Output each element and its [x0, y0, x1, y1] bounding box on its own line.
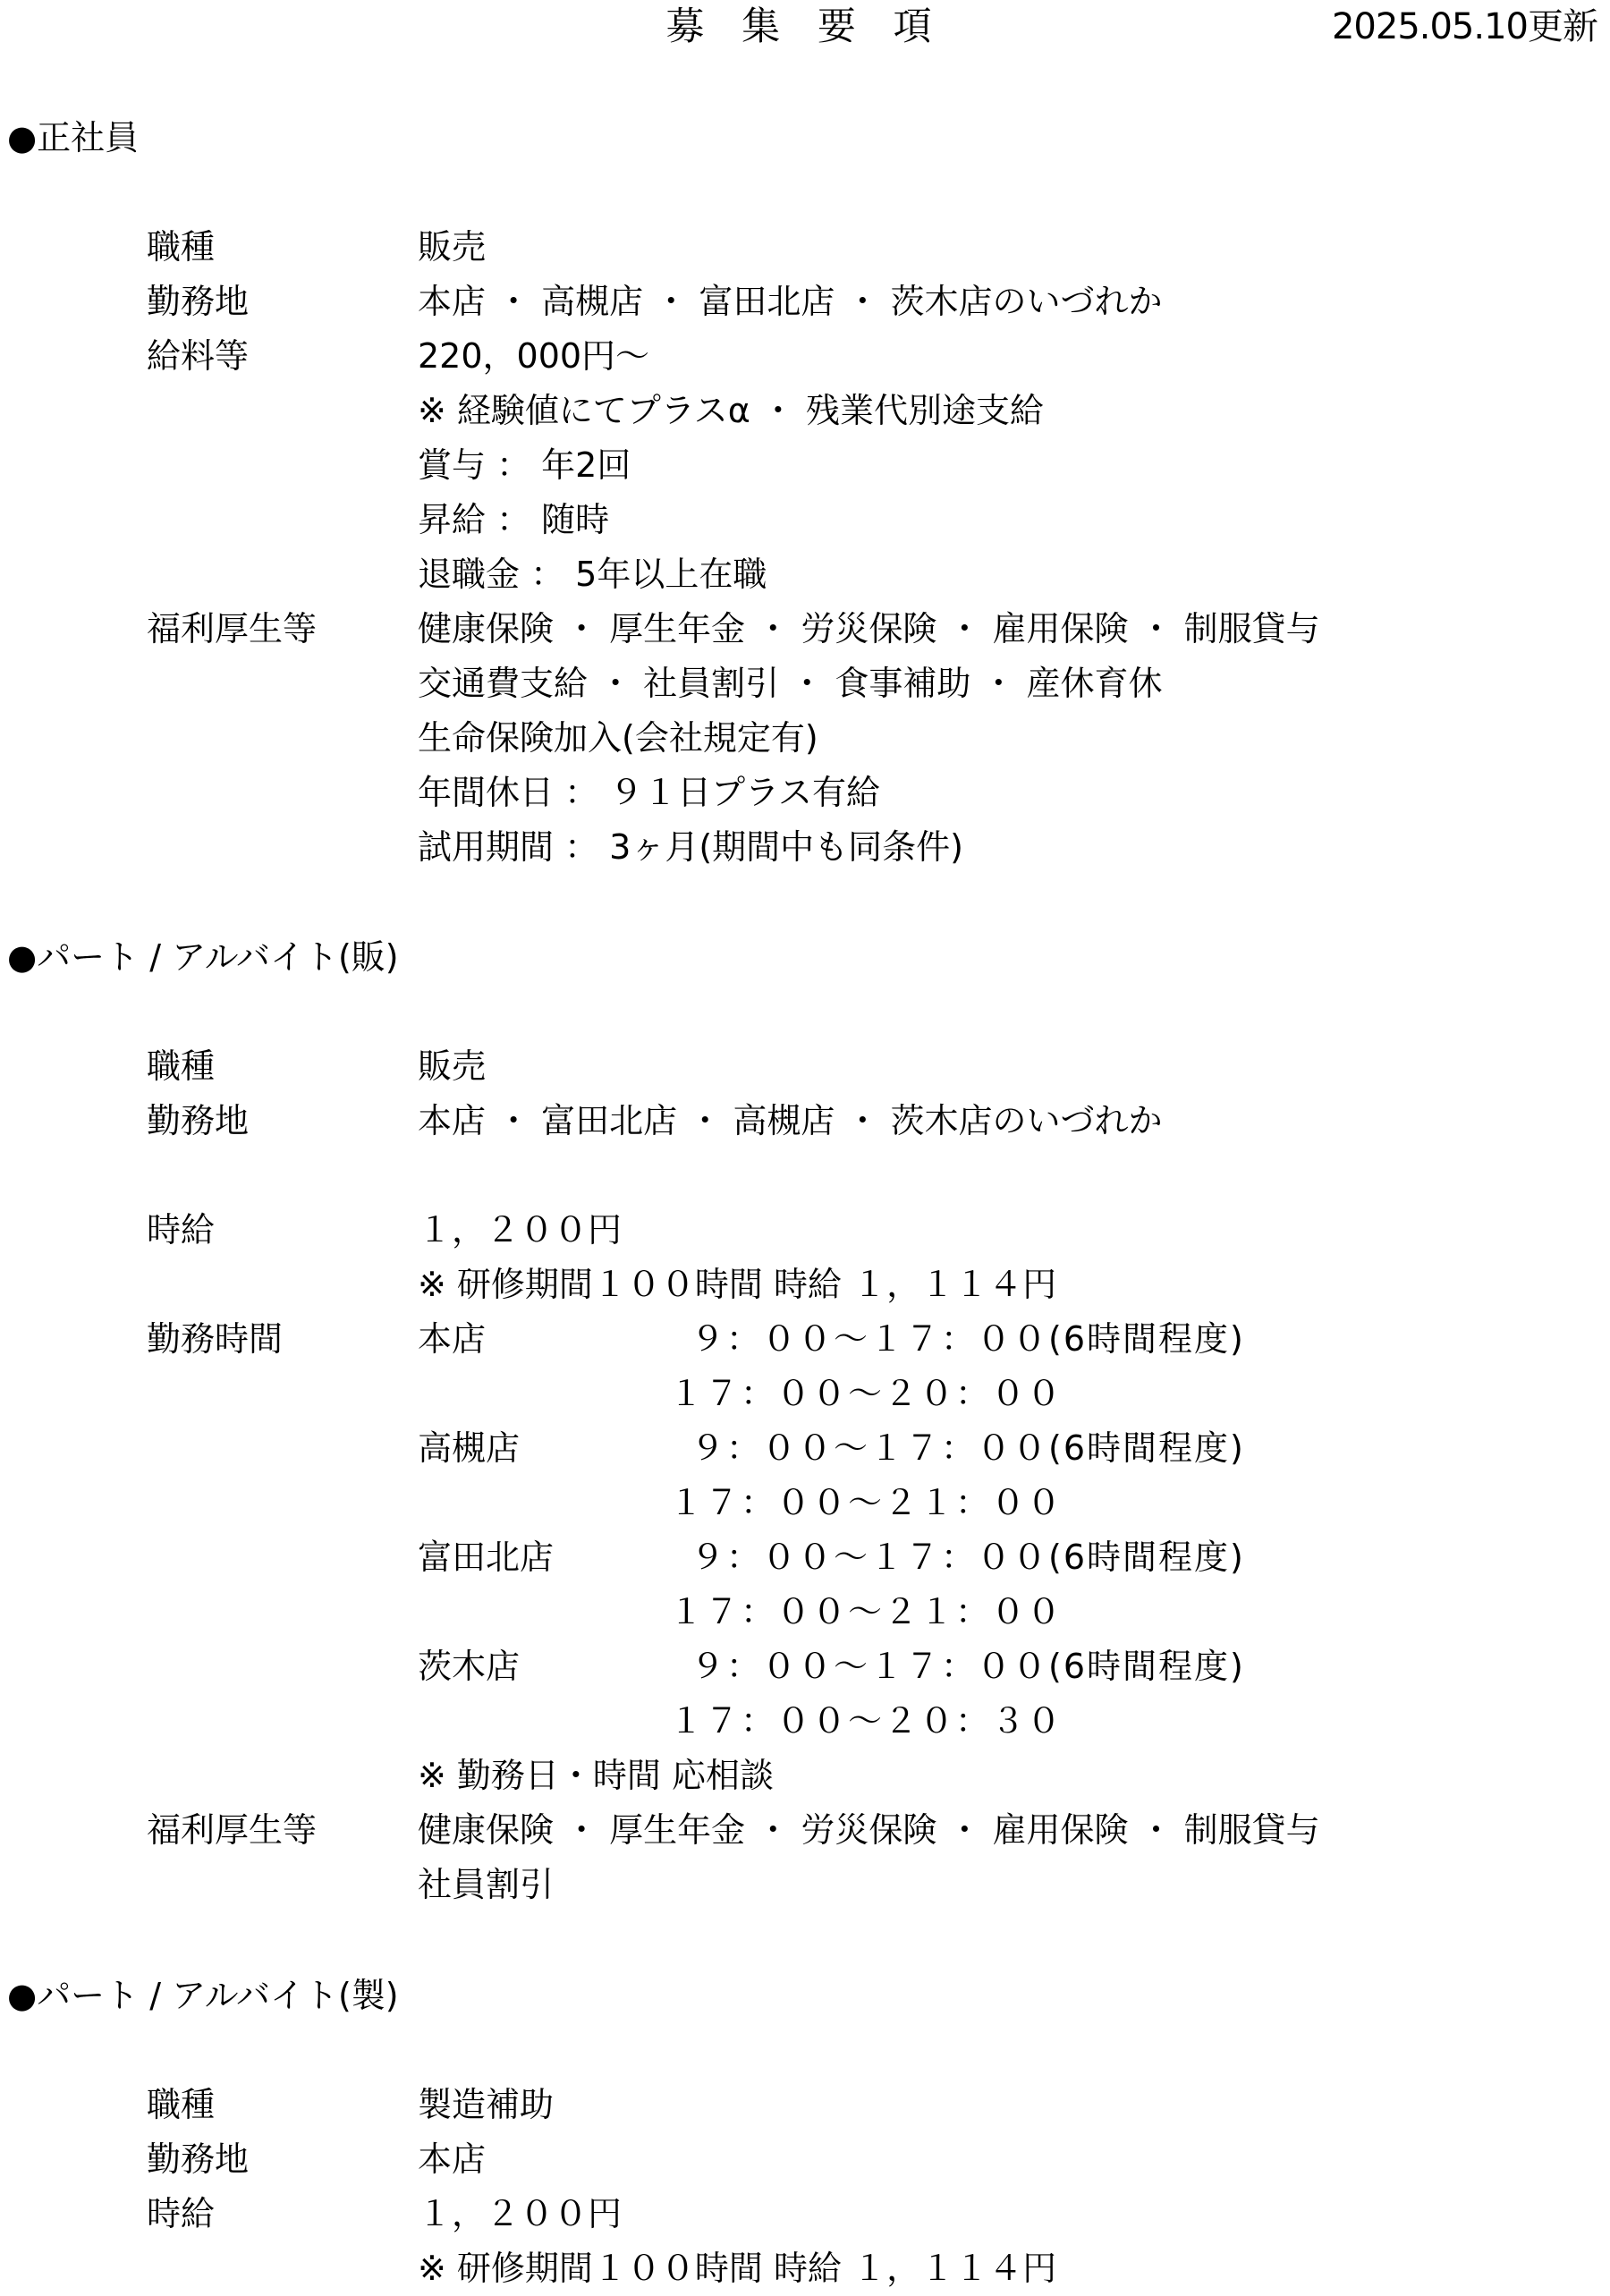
- info-row: [0, 438, 1610, 493]
- row-value: 健康保険 ・ 厚生年金 ・ 労災保険 ・ 雇用保険 ・ 制服貸与: [418, 1810, 1320, 1850]
- store-name: 富田北店: [418, 1538, 555, 1577]
- row-label: 勤務地: [147, 2139, 250, 2179]
- row-value: ※ 勤務日・時間 応相談: [418, 1756, 774, 1795]
- info-row: [0, 766, 1610, 820]
- info-row: [0, 2187, 1610, 2241]
- row-label: 福利厚生等: [147, 1810, 318, 1850]
- row-label: 給料等: [147, 336, 250, 376]
- updated-date: 2025.05.10更新: [1331, 6, 1597, 47]
- time-range: ９：００～１７：００(6時間程度): [691, 1647, 1245, 1686]
- row-value: 健康保険 ・ 厚生年金 ・ 労災保険 ・ 雇用保険 ・ 制服貸与: [418, 609, 1320, 648]
- row-value: 本店 ・ 高槻店 ・ 富田北店 ・ 茨木店のいづれか: [418, 282, 1163, 321]
- row-label: 職種: [147, 2085, 216, 2124]
- row-value: ※ 研修期間１００時間 時給 １，１１４円: [418, 1265, 1057, 1304]
- schedule-row: [0, 1421, 1610, 1476]
- row-value: 試用期間 ： 3ヶ月(期間中も同条件): [418, 827, 963, 867]
- row-label: 勤務時間: [147, 1319, 284, 1359]
- row-label: 時給: [147, 2194, 216, 2233]
- row-value: 販売: [418, 227, 487, 267]
- time-range: １７：００～２１：００: [669, 1592, 1063, 1631]
- time-range: １７：００～２０：００: [669, 1374, 1063, 1413]
- info-row: [0, 820, 1610, 875]
- schedule-row: [0, 1367, 1610, 1421]
- schedule-row: [0, 1530, 1610, 1585]
- time-range: ９：００～１７：００(6時間程度): [691, 1538, 1245, 1577]
- row-value: ※ 経験値にてプラスα ・ 残業代別途支給: [418, 391, 1044, 430]
- row-value: 本店 ・ 富田北店 ・ 高槻店 ・ 茨木店のいづれか: [418, 1101, 1163, 1140]
- row-value: 退職金 ： 5年以上在職: [418, 555, 767, 594]
- row-value: 賞与 ： 年2回: [418, 445, 631, 485]
- row-label: 福利厚生等: [147, 609, 318, 648]
- row-label: 職種: [147, 1046, 216, 1086]
- store-name: 本店: [418, 1319, 487, 1359]
- row-label: 勤務地: [147, 1101, 250, 1140]
- row-value: 本店: [418, 2139, 487, 2179]
- time-range: １７：００～２１：００: [669, 1483, 1063, 1522]
- row-label: 時給: [147, 1210, 216, 1250]
- info-row: [0, 275, 1610, 329]
- time-range: ９：００～１７：００(6時間程度): [691, 1428, 1245, 1468]
- info-row: [0, 329, 1610, 384]
- info-row: [0, 602, 1610, 657]
- schedule-row: [0, 1312, 1610, 1367]
- info-row: [0, 1749, 1610, 1803]
- section-heading: ●パート / アルバイト(販): [7, 937, 399, 977]
- info-row: [0, 2078, 1610, 2132]
- row-value: 社員割引: [418, 1865, 555, 1904]
- schedule-row: [0, 1476, 1610, 1530]
- row-value: 製造補助: [418, 2085, 555, 2124]
- info-row: [0, 493, 1610, 547]
- section-heading: ●正社員: [7, 118, 140, 157]
- info-row: [0, 547, 1610, 602]
- row-value: 生命保険加入(会社規定有): [418, 718, 818, 758]
- row-label: 職種: [147, 227, 216, 267]
- store-name: 茨木店: [418, 1647, 521, 1686]
- info-row: [0, 384, 1610, 438]
- row-value: 交通費支給 ・ 社員割引 ・ 食事補助 ・ 産休育休: [418, 664, 1163, 703]
- section-heading: ●パート / アルバイト(製): [7, 1976, 399, 2015]
- row-value: 販売: [418, 1046, 487, 1086]
- row-value: 昇給 ： 随時: [418, 500, 610, 539]
- row-value: 年間休日 ： ９１日プラス有給: [418, 773, 881, 812]
- info-row: [0, 2132, 1610, 2187]
- document-title: 募 集 要 項: [665, 4, 945, 49]
- time-range: ９：００～１７：００(6時間程度): [691, 1319, 1245, 1359]
- info-row: [0, 1203, 1610, 1258]
- info-row: [0, 1803, 1610, 1858]
- info-row: [0, 1039, 1610, 1094]
- schedule-row: [0, 1639, 1610, 1694]
- row-value: １，２００円: [418, 1210, 623, 1250]
- info-row: [0, 1258, 1610, 1312]
- time-range: １７：００～２０：３０: [669, 1701, 1063, 1741]
- info-row: [0, 2241, 1610, 2296]
- row-value: 220，000円～: [418, 336, 650, 376]
- info-row: [0, 711, 1610, 766]
- row-value: １，２００円: [418, 2194, 623, 2233]
- schedule-row: [0, 1585, 1610, 1639]
- row-value: ※ 研修期間１００時間 時給 １，１１４円: [418, 2249, 1057, 2288]
- schedule-row: [0, 1694, 1610, 1749]
- info-row: [0, 1094, 1610, 1148]
- info-row: [0, 1858, 1610, 1912]
- info-row: [0, 657, 1610, 711]
- row-label: 勤務地: [147, 282, 250, 321]
- store-name: 高槻店: [418, 1428, 521, 1468]
- info-row: [0, 220, 1610, 275]
